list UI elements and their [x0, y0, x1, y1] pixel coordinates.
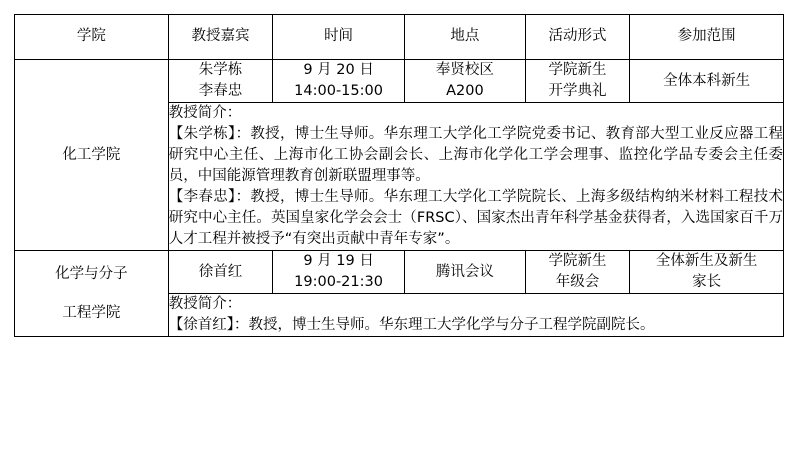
event-scope-line: 全体新生及新生 [655, 253, 758, 270]
column-header-time: 时间 [273, 15, 405, 60]
college-name-chemistry-molecular-engineering [15, 251, 169, 337]
guest-names [168, 60, 272, 103]
guest-name-line: 徐首红 [198, 263, 243, 280]
event-scope [630, 251, 784, 294]
bio-label: 教授简介： [168, 296, 242, 313]
table-row [15, 60, 784, 103]
college-name-line: 化学与分子 [55, 265, 128, 282]
event-scope [630, 60, 784, 103]
event-place-line: 奉贤校区 [435, 62, 494, 78]
college-name-line: 工程学院 [62, 304, 121, 321]
bio-paragraph: 【徐首红】：教授，博士生导师。华东理工大学化学与分子工程学院副院长。 [168, 317, 655, 334]
event-form-line: 开学典礼 [548, 83, 607, 100]
event-place [404, 251, 525, 294]
guest-name-line: 李春忠 [198, 83, 243, 100]
event-hours-line: 19:00-21:30 [294, 274, 383, 291]
event-place-line: A200 [446, 83, 484, 100]
event-place-line: 腾讯会议 [435, 263, 494, 280]
event-form-line: 年级会 [555, 274, 600, 291]
column-header-form: 活动形式 [525, 15, 629, 60]
event-scope-line: 全体本科新生 [663, 72, 751, 89]
event-form-line: 学院新生 [548, 253, 607, 270]
schedule-table [14, 14, 784, 337]
event-place [404, 60, 525, 103]
guest-name-line: 朱学栋 [198, 62, 243, 78]
professor-bio-cell [168, 294, 783, 337]
bio-paragraph: 【朱学栋】：教授，博士生导师。华东理工大学化工学院党委书记、教育部大型工业反应器工程研究中心主任、上海市化工协会副会长、上海市化学化工学会理事、监控化学品专委会主任委员，中国能源管理教育创新联盟理事等。 [168, 126, 783, 185]
column-header-guest: 教授嘉宾 [168, 15, 272, 60]
event-form-line: 学院新生 [548, 62, 607, 78]
guest-names [168, 251, 272, 294]
bio-label: 教授简介： [168, 105, 242, 122]
bio-paragraph: 【李春忠】：教授，博士生导师。华东理工大学化工学院院长、上海多级结构纳米材料工程技术研究中心主任。英国皇家化学会会士（FRSC）、国家杰出青年科学基金获得者，入选国家百千万人才工程并被授予“有突出贡献中青年专家”。 [168, 189, 783, 248]
table-row [15, 251, 784, 294]
event-scope-line: 家长 [692, 274, 722, 291]
college-name-chemical-engineering [15, 60, 169, 251]
professor-bio-cell [168, 103, 783, 251]
college-name-line: 化工学院 [62, 146, 121, 163]
event-hours-line: 14:00-15:00 [294, 83, 383, 100]
event-time [273, 251, 405, 294]
event-time [273, 60, 405, 103]
event-form [525, 251, 629, 294]
event-date-line: 9 月 19 日 [303, 253, 374, 270]
event-date-line: 9 月 20 日 [303, 62, 374, 78]
column-header-college: 学院 [15, 15, 169, 60]
table-header-row [15, 15, 784, 60]
event-form [525, 60, 629, 103]
column-header-scope: 参加范围 [630, 15, 784, 60]
column-header-place: 地点 [404, 15, 525, 60]
